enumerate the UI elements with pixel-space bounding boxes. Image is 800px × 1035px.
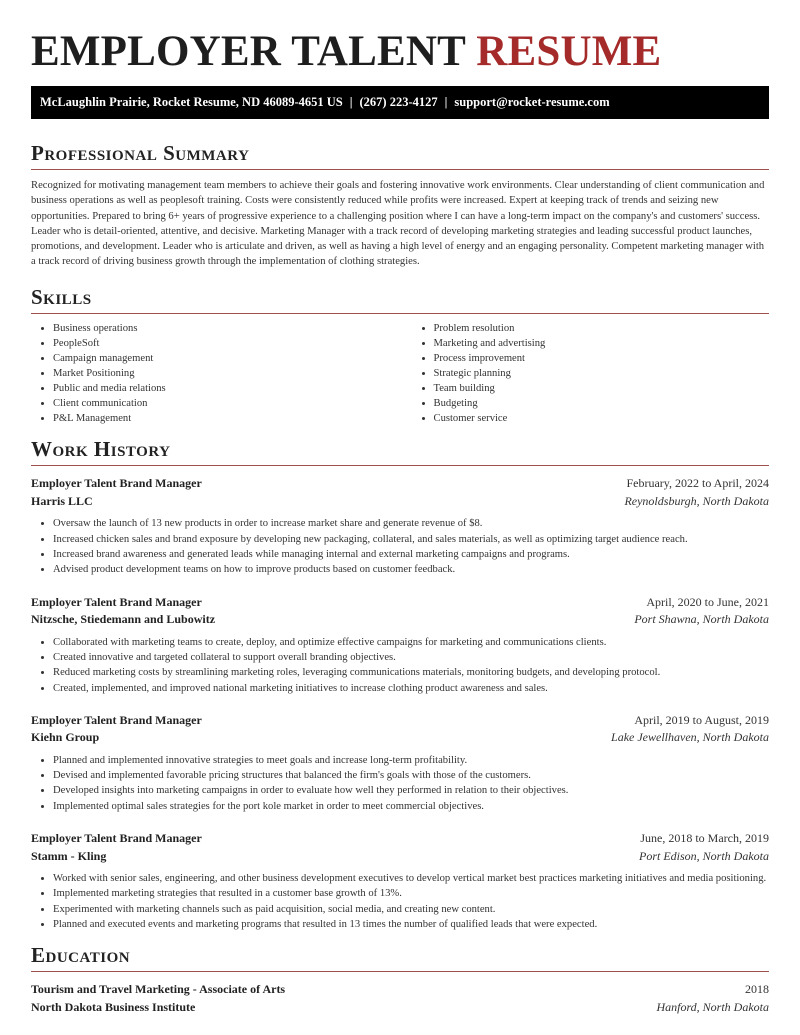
job-bullet: • Reduced marketing costs by streamlining marketing roles, leveraging communications materials, monitoring budgets, and developing protocol. xyxy=(53,665,769,680)
skill-item: • Process improvement xyxy=(434,351,770,366)
skill-item: • Marketing and advertising xyxy=(434,336,770,351)
job-bullet: • Experimented with marketing channels such as paid acquisition, social media, and creating new content. xyxy=(53,902,769,917)
job-bullet: • Developed insights into marketing campaigns in order to evaluate how well they performed in relation to their objectives. xyxy=(53,783,769,798)
education-degree: Tourism and Travel Marketing - Associate of Arts xyxy=(31,982,286,997)
skill-item: • Problem resolution xyxy=(434,321,770,336)
contact-address: McLaughlin Prairie, Rocket Resume, ND 46089-4651 US xyxy=(40,95,343,109)
job-entry xyxy=(31,830,769,932)
job-entry xyxy=(31,712,769,814)
education-section xyxy=(31,942,769,1016)
job-company-row xyxy=(31,848,769,866)
job-company: Kiehn Group xyxy=(31,730,100,745)
skill-item: • Public and media relations xyxy=(53,381,389,396)
skill-item: • Budgeting xyxy=(434,396,770,411)
job-dates: June, 2018 to March, 2019 xyxy=(640,831,769,845)
work-history-heading: Work History xyxy=(31,437,171,462)
job-location: Reynoldsburgh, North Dakota xyxy=(624,493,769,508)
section-divider xyxy=(31,169,769,170)
resume-page xyxy=(31,0,769,1016)
job-company-row xyxy=(31,611,769,629)
job-title: Employer Talent Brand Manager xyxy=(31,476,202,491)
job-bullet: • Created, implemented, and improved national marketing initiatives to increase clothing product awareness and sales. xyxy=(53,681,769,696)
skills-list-left xyxy=(31,321,389,427)
job-header-row xyxy=(31,594,769,612)
job-header-row xyxy=(31,830,769,848)
job-bullet: • Devised and implemented favorable pricing structures that balanced the firm's goals with those of the customers. xyxy=(53,768,769,783)
education-entry xyxy=(31,981,769,1016)
contact-phone: (267) 223-4127 xyxy=(359,95,438,109)
job-entry xyxy=(31,594,769,696)
job-company-row xyxy=(31,493,769,511)
job-title: Employer Talent Brand Manager xyxy=(31,712,202,727)
skills-columns xyxy=(31,321,769,427)
education-header-row xyxy=(31,981,769,999)
skill-item: • Customer service xyxy=(434,411,770,426)
skill-item: • Client communication xyxy=(53,396,389,411)
job-location: Port Shawna, North Dakota xyxy=(634,612,769,627)
job-bullet: • Planned and implemented innovative strategies to meet goals and increase long-term profitability. xyxy=(53,753,769,768)
skill-item: • Campaign management xyxy=(53,351,389,366)
skill-item: • Market Positioning xyxy=(53,366,389,381)
job-dates: April, 2019 to August, 2019 xyxy=(634,712,769,727)
name-main: EMPLOYER TALENT xyxy=(31,28,466,75)
education-location: Hanford, North Dakota xyxy=(656,999,769,1014)
section-divider xyxy=(31,465,769,466)
job-location: Port Edison, North Dakota xyxy=(638,848,769,863)
job-bullet: • Implemented optimal sales strategies for the port kole market in order to meet commercial objectives. xyxy=(53,799,769,814)
summary-section xyxy=(31,140,769,270)
job-bullet: • Collaborated with marketing teams to create, deploy, and optimize effective campaigns for marketing and communications clients. xyxy=(53,635,769,650)
work-history-section xyxy=(31,436,769,932)
job-company-row xyxy=(31,729,769,747)
skill-item: • Team building xyxy=(434,381,770,396)
skill-item: • P&L Management xyxy=(53,411,389,426)
job-bullet: • Increased chicken sales and brand exposure by developing new packaging, collateral, and sales materials, as well as optimizing target audience reach. xyxy=(53,532,769,547)
section-divider xyxy=(31,971,769,972)
job-bullets xyxy=(31,516,769,577)
education-year: 2018 xyxy=(745,982,769,997)
job-location: Lake Jewellhaven, North Dakota xyxy=(611,730,769,745)
job-bullets xyxy=(31,871,769,932)
skill-item: • Strategic planning xyxy=(434,366,770,381)
education-heading: Education xyxy=(31,943,131,968)
job-company: Nitzsche, Stiedemann and Lubowitz xyxy=(31,612,216,627)
section-divider xyxy=(31,313,769,314)
skills-heading: Skills xyxy=(31,284,92,309)
job-bullet: • Increased brand awareness and generated leads while managing internal and external marketing campaigns and programs. xyxy=(53,547,769,562)
job-bullet: • Implemented marketing strategies that resulted in a customer base growth of 13%. xyxy=(53,886,769,901)
contact-separator: | xyxy=(349,95,353,109)
job-bullets xyxy=(31,635,769,696)
education-school: North Dakota Business Institute xyxy=(31,999,196,1014)
job-dates: February, 2022 to April, 2024 xyxy=(626,476,769,491)
job-dates: April, 2020 to June, 2021 xyxy=(646,594,769,609)
contact-separator: | xyxy=(444,95,448,109)
education-school-row xyxy=(31,999,769,1017)
name-accent: RESUME xyxy=(476,28,662,75)
summary-text: Recognized for motivating management team members to achieve their goals and fostering innovative work environments. Clear understanding of client communication and business operations as well as peoplesoft training. Costs were consistently reduced while profits were increased. Expert at keeping track of trends and seizing new opportunities. Prepared to bring 6+ years of progressive experience to a challenging position where I can have a long-term impact on the company's and customers' success. Leader who is detail-oriented, attentive, and decisive. Marketing Manager with a track record of developing marketing strategies and leading successful product launches, promotions, and development. Leader who is articulate and driven, as well as having a high level of energy and an engaging personality. Competent marketing manager with a track record of driving business growth through the implementation of clothing strategies. xyxy=(31,180,765,268)
summary-heading: Professional Summary xyxy=(31,141,250,165)
job-bullet: • Planned and executed events and marketing programs that resulted in 13 times the number of qualified leads that were expected. xyxy=(53,917,769,932)
contact-email[interactable]: support@rocket-resume.com xyxy=(454,95,610,109)
job-bullets xyxy=(31,753,769,814)
job-header-row xyxy=(31,712,769,730)
resume-name xyxy=(31,0,769,77)
job-company: Harris LLC xyxy=(31,493,93,508)
skill-item: • Business operations xyxy=(53,321,389,336)
job-company: Stamm - Kling xyxy=(31,848,107,863)
job-bullet: • Created innovative and targeted collateral to support overall branding objectives. xyxy=(53,650,769,665)
job-bullet: • Advised product development teams on how to improve products based on customer feedback. xyxy=(53,562,769,577)
skills-list-right xyxy=(412,321,770,427)
job-title: Employer Talent Brand Manager xyxy=(31,594,202,609)
skill-item: • PeopleSoft xyxy=(53,336,389,351)
job-bullet: • Oversaw the launch of 13 new products in order to increase market share and generate revenue of $8. xyxy=(53,516,769,531)
job-title: Employer Talent Brand Manager xyxy=(31,831,202,845)
job-entry xyxy=(31,475,769,577)
skills-section xyxy=(31,284,769,427)
contact-bar xyxy=(31,86,769,119)
job-header-row xyxy=(31,475,769,493)
job-bullet: • Worked with senior sales, engineering, and other business development executives to develop vertical market best practices marketing initiatives and media positioning. xyxy=(53,871,769,886)
